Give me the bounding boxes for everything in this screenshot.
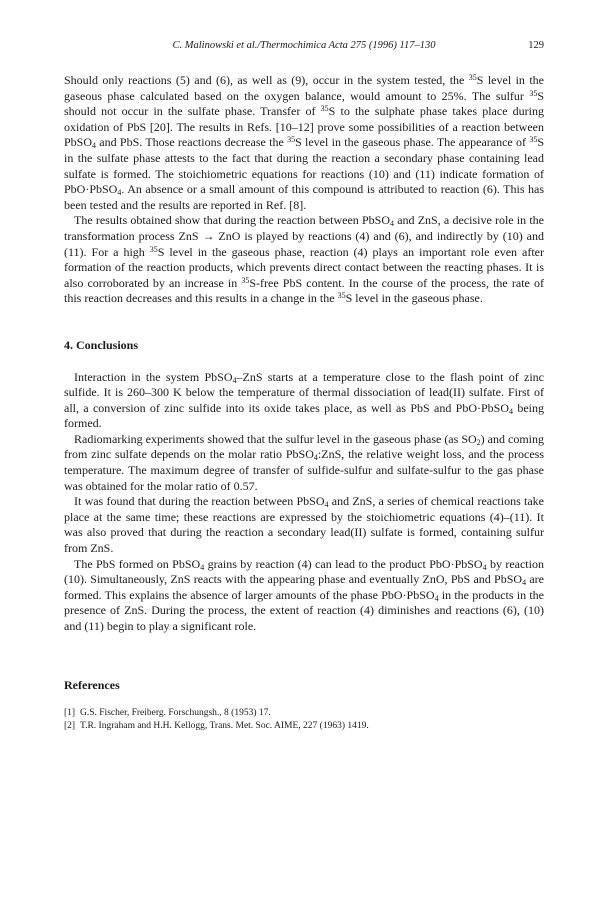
paragraph: The results obtained show that during the reaction between PbSO$_4$ and ZnS, a decisive role in the transformation process ZnS → ZnO is played by reactions (4) and (6), and indirectly by (10) and (11). For a high $^{35}$S level in the gaseous phase, reaction (4) plays an important role even after formation of the reaction products, which prevents direct contact between the reacting phases. It is also corroborated by an increase in $^{35}$S-free PbS content. In the course of the process, the rate of this reaction decreases and this results in a change in the $^{35}$S level in the gaseous phase.	[64, 213, 544, 306]
reference-item	[64, 720, 544, 733]
references-heading: References	[64, 677, 120, 692]
paragraph: Radiomarking experiments showed that the sulfur level in the gaseous phase (as $SO_2$) and coming from zinc sulfate depends on the molar ratio PbSO$_4$:ZnS, the relative weight loss, and the process temperature. The maximum degree of transfer of sulfide-sulfur and sulfate-sulfur to the gas phase was obtained for the molar ratio of 0.57.	[64, 431, 544, 493]
journal-citation: C. Malinowski et al./Thermochimica Acta 275 (1996) 117–130	[172, 40, 436, 51]
paragraph: Interaction in the system PbSO$_4$–ZnS starts at a temperature close to the flash point of zinc sulfide. It is 260–300 K below the temperature of thermal dissociation of lead(II) sulfate. First of all, a conversion of zinc sulfide into its oxide takes place, as well as PbS and PbO·PbSO$_4$ being formed.	[64, 369, 544, 431]
paragraph: The PbS formed on PbSO$_4$ grains by reaction (4) can lead to the product PbO·PbSO$_4$ by reaction (10). Simultaneously, ZnS reacts with the appearing phase and eventually ZnO, PbS and PbSO$_4$ are formed. This explains the absence of larger amounts of the phase PbO·PbSO$_4$ in the products in the presence of ZnS. During the process, the extent of reaction (4) diminishes and reactions (6), (10) and (11) begin to play a significant role.	[64, 556, 544, 633]
reference-text: T.R. Ingraham and H.H. Kellogg, Trans. Met. Soc. AIME, 227 (1963) 1419.	[80, 721, 369, 732]
reference-list	[64, 707, 544, 733]
running-header	[64, 40, 544, 56]
section-heading: 4. Conclusions	[64, 337, 139, 352]
page-number: 129	[528, 40, 544, 51]
reference-item	[64, 707, 544, 720]
reference-number: [1]	[64, 708, 76, 719]
paper-page	[64, 40, 544, 733]
reference-number: [2]	[64, 721, 76, 732]
paragraph: It was found that during the reaction between PbSO$_4$ and ZnS, a series of chemical reactions take place at the same time; these reactions are expressed by the stoichiometric equations (4)–(11). It was also proved that during the reaction a secondary lead(II) sulfate is formed, containing sulfur from ZnS.	[64, 494, 544, 556]
reference-text: G.S. Fischer, Freiberg. Forschungsh., 8 (1953) 17.	[80, 708, 271, 719]
body-text	[64, 73, 544, 733]
paragraph: Should only reactions (5) and (6), as well as (9), occur in the system tested, the $^{35}$S level in the gaseous phase calculated based on the oxygen balance, would amount to 25%. The sulfur $^{35}$S should not occur in the sulfate phase. Transfer of $^{35}$S to the sulphate phase takes place during oxidation of PbS [20]. The results in Refs. [10–12] prove some possibilities of a reaction between PbSO$_4$ and PbS. Those reactions decrease the $^{35}$S level in the gaseous phase. The appearance of $^{35}$S in the sulfate phase attests to the fact that during the reaction a secondary phase containing lead sulfate is formed. The stoichiometric equations for reactions (10) and (11) indicate formation of PbO·PbSO$_4$. An absence or a small amount of this compound is attributed to reaction (6). This has been tested and the results are reported in Ref. [8].	[64, 73, 544, 212]
